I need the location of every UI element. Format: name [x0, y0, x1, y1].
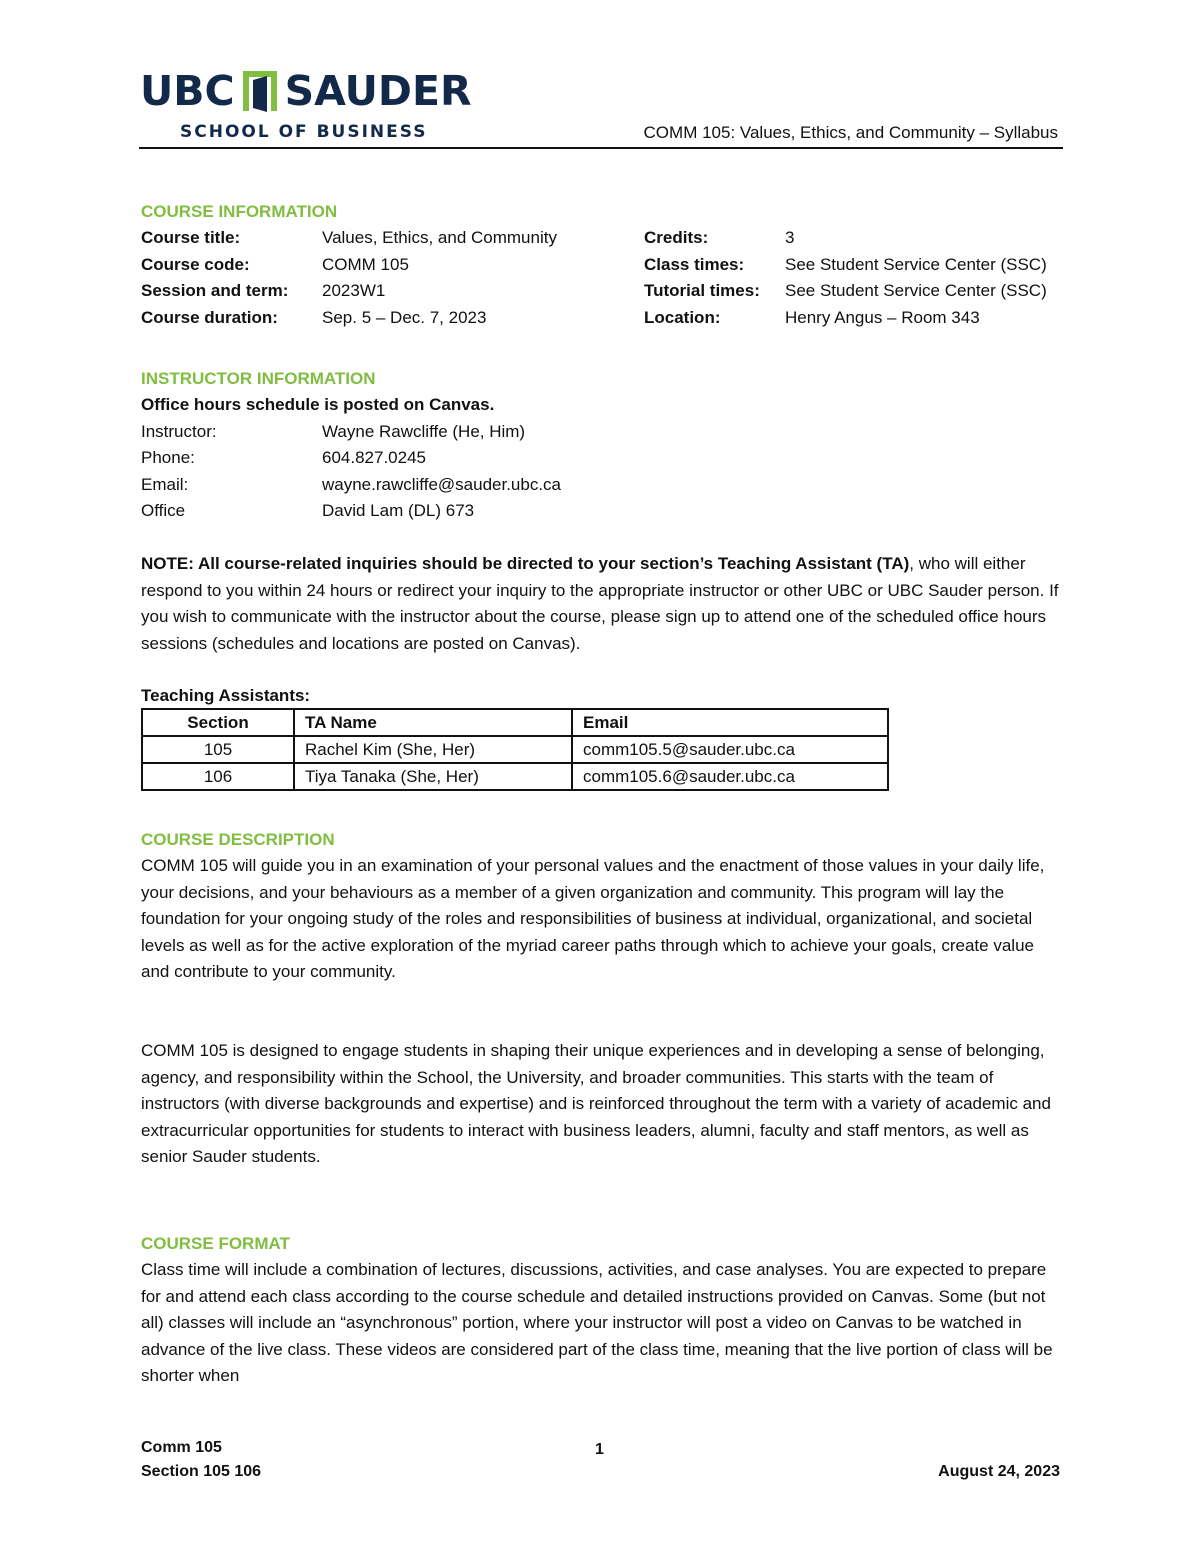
logo-right-word: SAUDER	[284, 67, 472, 115]
ta-inquiry-note	[141, 551, 1061, 657]
ta-email-link[interactable]: comm105.6@sauder.ubc.ca	[572, 763, 888, 790]
ta-name-cell: Tiya Tanaka (She, Her)	[294, 763, 572, 790]
ta-section-cell: 105	[142, 736, 294, 763]
teaching-assistants-table	[141, 708, 889, 791]
info-value: See Student Service Center (SSC)	[785, 254, 1047, 274]
course-description-heading: COURSE DESCRIPTION	[141, 830, 335, 849]
ubc-sauder-logo	[140, 66, 470, 146]
ta-email-link[interactable]: comm105.5@sauder.ubc.ca	[572, 736, 888, 763]
info-label: Tutorial times:	[644, 281, 760, 300]
instructor-value: David Lam (DL) 673	[322, 501, 475, 520]
info-value: COMM 105	[322, 254, 409, 274]
instructor-label: Phone:	[141, 448, 195, 467]
logo-subtitle: SCHOOL OF BUSINESS	[180, 122, 428, 142]
teaching-assistants-heading: Teaching Assistants:	[141, 686, 311, 705]
info-value: 2023W1	[322, 281, 386, 300]
info-label: Credits:	[644, 228, 709, 247]
column-header: Section	[142, 709, 294, 736]
instructor-email-link[interactable]: wayne.rawcliffe@sauder.ubc.ca	[322, 474, 562, 494]
instructor-value: Wayne Rawcliffe (He, Him)	[322, 421, 526, 441]
ta-name-cell: Rachel Kim (She, Her)	[294, 736, 572, 763]
instructor-label: Office	[141, 501, 186, 520]
info-value: Sep. 5 – Dec. 7, 2023	[322, 307, 487, 327]
table-header-row	[142, 709, 888, 736]
instructor-information-heading: INSTRUCTOR INFORMATION	[141, 369, 376, 388]
logo-door-icon	[243, 68, 277, 114]
logo-left-word: UBC	[140, 67, 235, 115]
course-format-paragraph: Class time will include a combination of lectures, discussions, activities, and case analyses. You are expected to prepare for and attend each class according to the course schedule and detailed instructions provided on Canvas. Some (but not all) classes will include an “asynchronous” portion, where your instructor will post a video on Canvas to be watched in advance of the live class. These videos are considered part of the class time, meaning that the live portion of class will be shorter when	[141, 1260, 1053, 1385]
info-label: Location:	[644, 307, 721, 327]
info-label: Course code:	[141, 254, 250, 274]
course-description-paragraph-1: COMM 105 will guide you in an examination of your personal values and the enactment of those values in your daily life, your decisions, and your behaviours as a member of a given organization and community. This program will lay the foundation for your ongoing study of the roles and responsibilities of business at individual, organizational, and societal levels as well as for the active exploration of the myriad career paths through which to achieve your goals, create value and contribute to your community.	[141, 856, 1045, 981]
note-text: , who will either respond to you within 24 hours or redirect your inquiry to the appropriate instructor or other UBC or UBC Sauder person. If you wish to communicate with the instructor about the course, please sign up to attend one of the scheduled office hours sessions (schedules and locations are posted on Canvas).	[141, 554, 1059, 653]
page-number: 1	[595, 1441, 604, 1458]
course-format-heading: COURSE FORMAT	[141, 1234, 290, 1253]
note-bold-text: NOTE: All course-related inquiries should be directed to your section’s Teaching Assistant (TA)	[141, 554, 910, 573]
course-information-heading: COURSE INFORMATION	[141, 202, 338, 221]
info-label: Session and term:	[141, 281, 289, 300]
info-label: Course duration:	[141, 307, 278, 327]
info-value: Values, Ethics, and Community	[322, 228, 557, 247]
column-header: Email	[572, 709, 888, 736]
logo-wordmark	[140, 66, 472, 116]
header-divider	[139, 147, 1063, 149]
table-row	[142, 736, 888, 763]
column-header: TA Name	[294, 709, 572, 736]
instructor-label: Email:	[141, 474, 189, 494]
footer-course: Comm 105	[141, 1439, 222, 1456]
instructor-value: 604.827.0245	[322, 448, 426, 467]
footer-date: August 24, 2023	[938, 1463, 1060, 1480]
info-value: See Student Service Center (SSC)	[785, 281, 1047, 300]
document-title: COMM 105: Values, Ethics, and Community – Syllabus	[643, 123, 1058, 142]
course-description-paragraph-2: COMM 105 is designed to engage students in shaping their unique experiences and in developing a sense of belonging, agency, and responsibility within the School, the University, and broader communities. This starts with the team of instructors (with diverse backgrounds and expertise) and is reinforced throughout the term with a variety of academic and extracurricular opportunities for students to interact with business leaders, alumni, faculty and staff mentors, as well as senior Sauder students.	[141, 1041, 1051, 1166]
info-value: 3	[785, 228, 795, 247]
ta-section-cell: 106	[142, 763, 294, 790]
instructor-label: Instructor:	[141, 421, 217, 441]
footer-section: Section 105 106	[141, 1463, 262, 1480]
info-value: Henry Angus – Room 343	[785, 307, 980, 327]
office-hours-text: Office hours schedule is posted on Canvas.	[141, 395, 495, 414]
info-label: Class times:	[644, 254, 745, 274]
info-label: Course title:	[141, 228, 241, 247]
table-row	[142, 763, 888, 790]
